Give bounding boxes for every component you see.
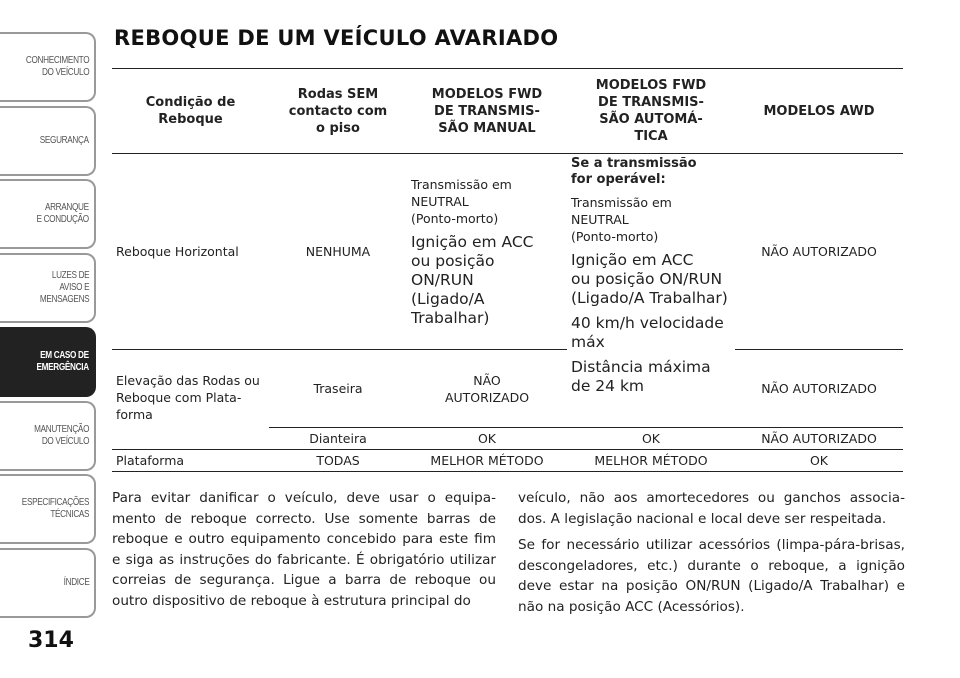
cell-condition: Elevação das Rodas ou Reboque com Plata- forma	[116, 373, 260, 422]
body-column-left	[112, 488, 496, 618]
auto-speed: 40 km/h velocidade máx	[571, 314, 724, 351]
towing-table	[112, 68, 903, 472]
tab-luzes-de-aviso[interactable]	[0, 253, 96, 323]
page-title: REBOQUE DE UM VEÍCULO AVARIADO	[114, 26, 559, 50]
tab-seguranca[interactable]	[0, 106, 96, 176]
tab-manutencao-do-veiculo[interactable]	[0, 401, 96, 471]
cell-wheels: NENHUMA	[305, 244, 371, 259]
header-wheels: Rodas SEM contacto com o piso	[288, 86, 388, 136]
cell-wheels: Dianteira	[309, 431, 367, 446]
tab-label: ARRANQUE E CONDUÇÃO	[36, 202, 89, 225]
auto-condition: Se a transmissão for operável:	[571, 156, 697, 187]
table-header-row	[112, 69, 903, 154]
table-row-lift-rear	[112, 350, 903, 428]
cell-awd: OK	[809, 453, 829, 468]
header-awd: MODELOS AWD	[763, 103, 875, 119]
cell-fwd-automatic: MELHOR MÉTODO	[594, 453, 708, 468]
tab-label: CONHECIMENTO DO VEÍCULO	[25, 55, 89, 78]
cell-fwd-manual: MELHOR MÉTODO	[430, 453, 544, 468]
cell-manual-ignition: Ignição em ACC ou posição ON/RUN (Ligado/A Trabalhar)	[411, 232, 534, 327]
cell-awd: NÃO AUTORIZADO	[761, 244, 877, 259]
tab-em-caso-de-emergencia[interactable]	[0, 327, 96, 397]
tab-label: MANUTENÇÃO DO VEÍCULO	[33, 424, 89, 447]
header-fwd-manual: MODELOS FWD DE TRANSMIS- SÃO MANUAL	[431, 86, 543, 136]
cell-awd: NÃO AUTORIZADO	[761, 431, 877, 446]
tab-arranque-e-conducao[interactable]	[0, 179, 96, 249]
tab-especificacoes-tecnicas[interactable]	[0, 474, 96, 544]
tab-label: ÍNDICE	[63, 577, 89, 588]
tab-label: SEGURANÇA	[40, 135, 89, 146]
table-row-platform	[112, 450, 903, 472]
auto-distance: Distância máxima de 24 km	[571, 358, 711, 395]
cell-wheels: TODAS	[316, 453, 360, 468]
cell-condition: Reboque Horizontal	[116, 244, 239, 259]
cell-fwd-manual	[407, 154, 567, 350]
cell-fwd-automatic: OK	[641, 431, 661, 446]
auto-neutral: Transmissão em NEUTRAL (Ponto-morto)	[571, 195, 672, 244]
page-number: 314	[28, 628, 74, 653]
paragraph: Para evitar danificar o veículo, deve usar o equipa- mento de reboque correcto. Use somente barras de reboque e outro equipamento concebido para este fim e siga as instruções do fabricante. É obrigatório utilizar correias de segurança. Ligue a barra de reboque ou outro dispositivo de reboque à estrutura principal do	[112, 490, 496, 609]
auto-ignition: Ignição em ACC ou posição ON/RUN (Ligado/A Trabalhar)	[571, 251, 728, 307]
tab-label: LUZES DE AVISO E MENSAGENS	[39, 270, 89, 305]
table-row-horizontal	[112, 154, 903, 350]
tab-label: ESPECIFICAÇÕES TÉCNICAS	[21, 497, 89, 520]
cell-fwd-automatic-merged	[567, 154, 735, 428]
tab-conhecimento-do-veiculo[interactable]	[0, 32, 96, 102]
cell-wheels: Traseira	[313, 381, 363, 396]
body-column-right	[518, 488, 905, 624]
paragraph: veículo, não aos amortecedores ou ganchos associa- dos. A legislação nacional e local deve ser respeitada.	[518, 490, 905, 527]
paragraph: Se for necessário utilizar acessórios (limpa-pára-brisas, descongeladores, etc.) durante o reboque, a ignição deve estar na posição ON/RUN (Ligado/A Trabalhar) e não na posição ACC (Acessórios).	[518, 537, 905, 615]
cell-condition: Plataforma	[116, 453, 185, 468]
tab-indice[interactable]	[0, 548, 96, 618]
header-condition: Condição de Reboque	[145, 95, 236, 127]
cell-manual-neutral: Transmissão em NEUTRAL (Ponto-morto)	[411, 176, 512, 226]
cell-fwd-manual: OK	[477, 431, 497, 446]
cell-awd: NÃO AUTORIZADO	[735, 350, 903, 428]
cell-fwd-manual: NÃO AUTORIZADO	[444, 372, 530, 405]
header-fwd-automatic: MODELOS FWD DE TRANSMIS- SÃO AUTOMÁ- TICA	[595, 78, 707, 144]
tab-label: EM CASO DE EMERGÊNCIA	[36, 350, 89, 373]
